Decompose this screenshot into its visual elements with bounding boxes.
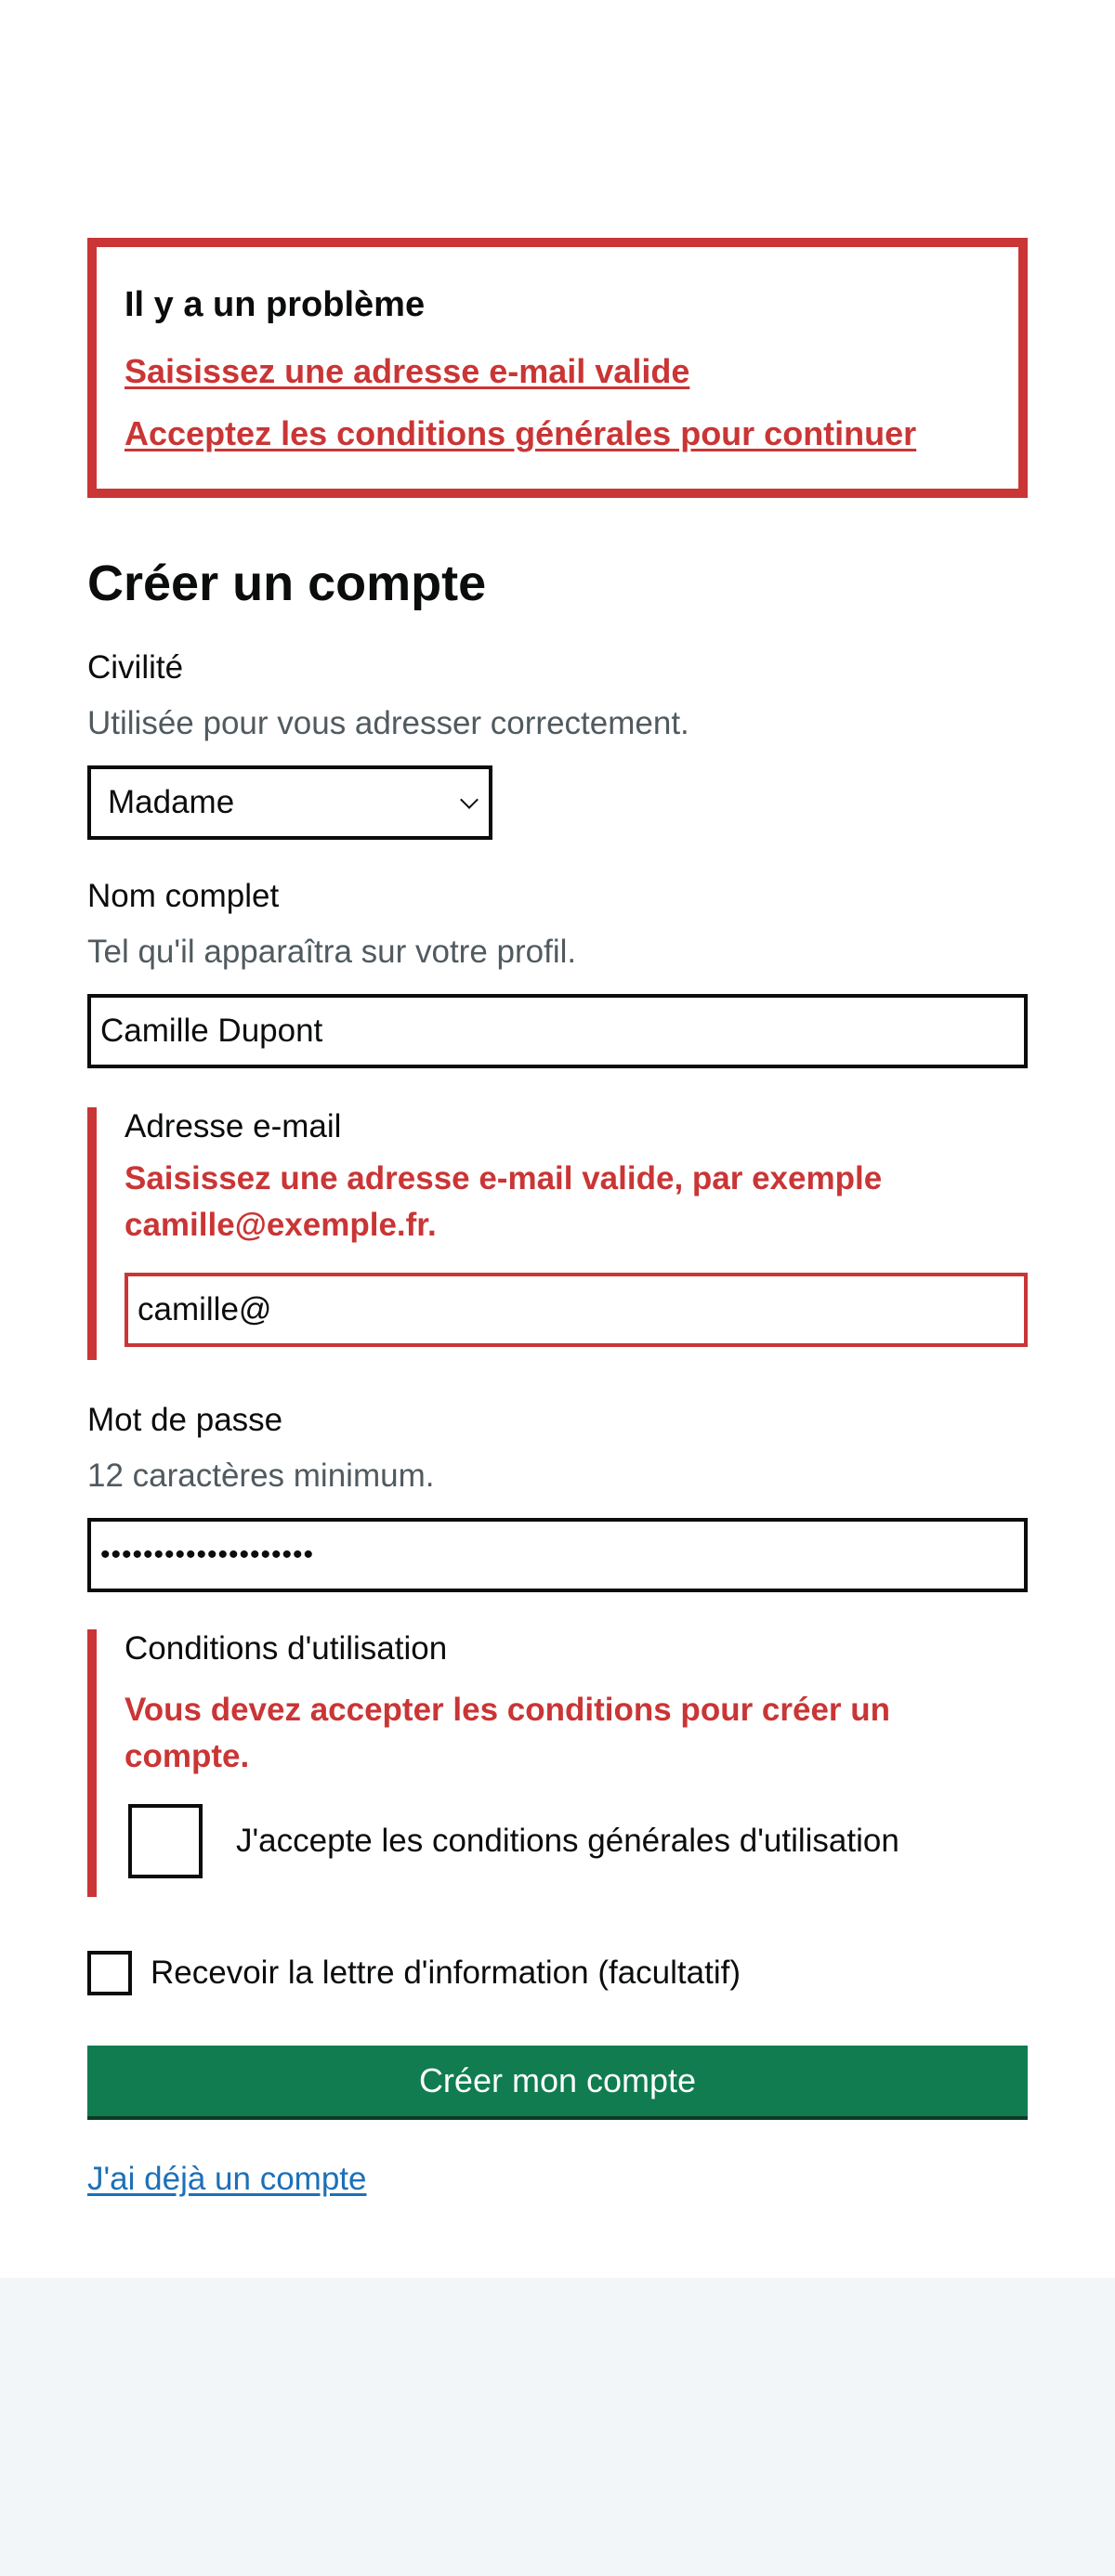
create-account-button[interactable]: Créer mon compte bbox=[87, 2046, 1028, 2120]
civility-hint: Utilisée pour vous adresser correctement. bbox=[87, 705, 689, 741]
civility-selected-value: Madame bbox=[108, 784, 235, 820]
error-link-terms[interactable]: Acceptez les conditions générales pour continuer bbox=[125, 414, 917, 452]
error-link-email[interactable]: Saisissez une adresse e-mail valide bbox=[125, 352, 690, 390]
error-summary-title: Il y a un problème bbox=[125, 285, 426, 324]
password-hint: 12 caractères minimum. bbox=[87, 1458, 435, 1494]
error-summary bbox=[87, 238, 1028, 498]
password-group bbox=[87, 1401, 1028, 1592]
password-input[interactable]: •••••••••••••••••••• bbox=[87, 1518, 1028, 1592]
signup-form bbox=[87, 238, 1028, 2198]
newsletter-row bbox=[87, 1951, 1028, 1995]
password-label: Mot de passe bbox=[87, 1402, 283, 1438]
email-error-message: Saisissez une adresse e-mail valide, par exemple camille@exemple.fr. bbox=[125, 1160, 883, 1243]
terms-checkbox-row bbox=[125, 1804, 1028, 1878]
email-group bbox=[87, 1107, 1028, 1360]
newsletter-checkbox[interactable] bbox=[87, 1951, 132, 1995]
error-summary-list bbox=[125, 349, 990, 464]
terms-legend: Conditions d'utilisation bbox=[125, 1630, 448, 1667]
terms-error-message: Vous devez accepter les conditions pour créer un compte. bbox=[125, 1692, 891, 1774]
full-name-label: Nom complet bbox=[87, 878, 280, 914]
full-name-hint: Tel qu'il apparaîtra sur votre profil. bbox=[87, 934, 577, 970]
full-name-group bbox=[87, 877, 1028, 1068]
civility-label: Civilité bbox=[87, 649, 184, 686]
error-summary-item bbox=[125, 349, 990, 401]
login-link[interactable]: J'ai déjà un compte bbox=[87, 2161, 367, 2197]
civility-group bbox=[87, 648, 1028, 840]
page-title: Créer un compte bbox=[87, 556, 487, 611]
civility-select[interactable] bbox=[87, 765, 492, 840]
email-input[interactable]: camille@ bbox=[125, 1273, 1028, 1347]
full-name-input[interactable]: Camille Dupont bbox=[87, 994, 1028, 1068]
terms-group bbox=[87, 1629, 1028, 1897]
newsletter-label[interactable]: Recevoir la lettre d'information (facultatif) bbox=[151, 1955, 741, 1991]
terms-checkbox-label[interactable]: J'accepte les conditions générales d'utilisation bbox=[236, 1823, 899, 1859]
error-summary-item bbox=[125, 412, 990, 464]
email-label: Adresse e-mail bbox=[125, 1108, 342, 1144]
terms-checkbox[interactable] bbox=[128, 1804, 203, 1878]
chevron-down-icon bbox=[460, 791, 479, 809]
